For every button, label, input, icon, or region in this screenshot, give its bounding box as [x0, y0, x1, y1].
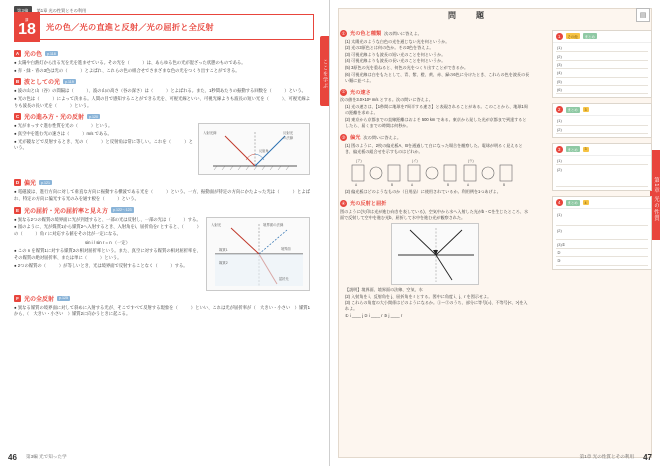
question-number: ② — [341, 89, 346, 95]
svg-text:(ウ): (ウ) — [468, 158, 474, 163]
section-f — [14, 294, 310, 318]
question-2-head — [340, 89, 530, 96]
svg-text:境界面: 境界面 — [281, 246, 291, 251]
answer-row[interactable]: (1) — [556, 117, 648, 125]
section-title: 光の屈折・光の屈折率と見え方 — [24, 208, 109, 215]
question-sub: 次の問いに答えよ。 — [384, 30, 422, 36]
question-sub: 図のように(矢印は光が進む向きを表している)、空気中から水へ入射した光がb・Cを生じたところ、水面で反射して空中を進む光b、屈折して水中を進む光が観察された。 — [340, 208, 529, 220]
svg-text:A: A — [355, 182, 358, 187]
page-ref: p.125 — [59, 296, 69, 301]
question-line: (2) 光の3原色とは何の色か。その3色を答えよ。 — [345, 45, 434, 51]
answer-row[interactable]: (4) — [556, 69, 648, 77]
svg-text:B: B — [503, 182, 506, 187]
answer-row[interactable]: (2) — [556, 126, 648, 134]
question-line: (1) 光の速さは、【1秒間に地球を7周半する速さ】と表現されることがある。このことから、地球1周の距離を求めよ。 — [345, 104, 528, 116]
answer-rows — [553, 156, 651, 191]
answer-row[interactable]: (2) — [556, 226, 648, 240]
chip-summary: まとめ — [567, 147, 578, 152]
page-title: 光の色／光の直進と反射／光の屈折と全反射 — [46, 23, 214, 32]
answer-card-2-head — [553, 104, 651, 116]
section-b-head — [14, 77, 310, 86]
lesson-number: 18 — [18, 20, 36, 38]
question-title: 光の反射と屈折 — [350, 201, 387, 208]
right-page-number: 47 — [643, 453, 652, 462]
page-ref: p.121 — [41, 180, 51, 185]
question-line: (1) 図のように、2枚の偏光板A、Bを通過して白になった場合を観察した。電球が明るく見えるとき、偏光板の組合せを示すものはどれか。 — [345, 142, 523, 154]
left-content — [14, 46, 310, 320]
right-page — [330, 0, 660, 466]
chip-summary: まとめ — [567, 201, 578, 206]
section-a — [14, 49, 310, 74]
reflection-diagram — [199, 124, 311, 176]
paragraph: ● 異なる2つの媒質の境界面に光が到達すると、一部の光は反射し、一部の光は（ ）する。 — [14, 216, 201, 222]
paragraph: ● 真空中を進む光の速さは（ ）m/s である。 — [14, 130, 112, 136]
refraction-figure — [206, 217, 310, 291]
answer-card-1-head — [553, 31, 651, 43]
paragraph: ● 赤・緑・青の3色は光の（ ）とよばれ、これらの色の組合せでさまざまな色の光をつくり出すことができる。 — [14, 67, 240, 73]
section-title: 光の進み方・光の反射 — [24, 115, 85, 122]
answer-card-1 — [552, 30, 652, 98]
svg-text:A: A — [411, 182, 414, 187]
chip-hint: 3 — [584, 147, 587, 152]
reflection-refraction-figure — [391, 223, 479, 285]
question-number: ④ — [341, 200, 346, 206]
question-sub: 次の問いに答えよ。 — [363, 134, 402, 140]
question-line: (3) 可視光線よりも波長の短い光のことを何というか。 — [345, 51, 446, 57]
section-letter: B — [15, 79, 20, 85]
right-footer-text: 第1章 光の性質とその利用 — [579, 454, 634, 459]
answers-column — [552, 30, 652, 275]
svg-text:の法線: の法線 — [283, 136, 294, 141]
answer-rows — [553, 116, 651, 137]
chip-summary: まとめ — [584, 34, 595, 39]
answer-row[interactable]: (3) — [556, 61, 648, 69]
svg-text:反射角: 反射角 — [259, 149, 269, 154]
formula: sin i / sin r = n （一定） — [84, 239, 130, 245]
question-line: (6) 可視光線は白をもたとして、青、紫、橙、黄、赤、緑の6色に分けたとき、これらの色を波長の長い順に並べよ。 — [345, 71, 530, 83]
paragraph: ● 光が鏡などで反射するとき、光の（ ）と反射角は常に等しい。これを（ ）という。 — [14, 138, 193, 151]
answer-row[interactable]: (1) — [556, 157, 648, 165]
section-letter: F — [14, 295, 21, 302]
answer-row[interactable]: (1) — [556, 44, 648, 52]
question-3 — [340, 134, 530, 195]
answer-row[interactable]: (2) — [556, 52, 648, 60]
question-1-head — [340, 30, 530, 37]
question-line: (3) これらの角度の大小関係はどのようになるか。①～③のうち、部分に等号(=)、不等号(<、>)を入れよ。 — [345, 300, 528, 312]
question-3-head — [340, 134, 530, 141]
fig-label-medium1: 媒質1 — [219, 247, 228, 252]
question-line: (2) 入射角を i、反射角を j、屈折角を r とする。図中に角度 i、j、r を図示せよ。 — [345, 293, 492, 299]
chip-hint: 4 — [584, 200, 587, 205]
svg-text:B: B — [447, 182, 450, 187]
answer-rows — [553, 43, 651, 98]
svg-text:(ア): (ア) — [356, 158, 362, 163]
reflection-figure — [198, 123, 310, 175]
answer-row[interactable]: (6) — [556, 86, 648, 94]
answer-card-3-head — [553, 144, 651, 156]
header-chip: 第3編 — [14, 6, 32, 15]
paragraph: ● 光の色は（ ）によって決まる。人間の目で感知することができる光を、可視光線といい、可視光線よりも波長の短い光を（ ）、可視光線よりも波長の長い光を（ ）という。 — [14, 95, 310, 108]
question-1 — [340, 30, 530, 84]
answer-number: 4 — [556, 199, 563, 206]
polarizer-diagram — [346, 157, 516, 187]
page-ref: p.119 — [65, 79, 74, 84]
section-f-head — [14, 294, 310, 303]
svg-text:屈折光: 屈折光 — [279, 276, 289, 281]
question-title: 光の速さ — [350, 89, 371, 96]
reflection-refraction-diagram — [392, 224, 480, 286]
section-b — [14, 77, 310, 109]
questions-column — [340, 30, 530, 324]
question-line: (4) 可視光線よりも波長の長い光のことを何というか。 — [345, 58, 446, 64]
answer-row[interactable]: (1) — [556, 210, 648, 226]
bookmark-icon[interactable]: ▤ — [636, 8, 650, 22]
chip-hint: 3 — [584, 107, 587, 112]
answer-card-3 — [552, 143, 652, 191]
problems-title: 問 題 — [448, 11, 490, 20]
fig-label-reflected: 反射光 — [283, 131, 294, 136]
fig-label-incident: 入射光線 — [203, 131, 217, 136]
paragraph: ● 異なる媒質の境界面に対して斜めに入射する光が、そこですべて反射する現象を（ ）といい、これは光が屈折率が（ 大きい・小さい ）媒質1から、（ 大きい・小さい ）媒質2に向かうときに起こる。 — [14, 304, 310, 317]
paragraph: ● 2つの媒質の（ ）が等しいとき、光は境界面で反射することなく（ ）する。 — [14, 262, 188, 268]
section-letter: D — [15, 180, 20, 186]
paragraph: ● 太陽や白熱灯から出る光を光を進ませている。その光を（ ）は、あらゆる色の光が混ざった状態のものである。 — [14, 60, 246, 65]
answer-row[interactable]: (2) — [556, 165, 648, 187]
question-number: ① — [341, 30, 346, 36]
left-footer-text: 第3編 光で知った学 — [26, 454, 67, 459]
section-e — [14, 206, 310, 291]
right-side-tab: 第1章 光の性質 — [650, 150, 660, 240]
question-sub: 次の値を3.0×10⁸ m/s とする。次の問いに答えよ。 — [340, 97, 433, 103]
answer-row[interactable]: ③ — [556, 257, 648, 265]
answer-card-4-head — [553, 197, 651, 209]
section-title: 波としての光 — [24, 80, 61, 87]
fig-label-medium2: 媒質2 — [219, 260, 228, 265]
paragraph: ● 図のように、光が媒質1から媒質2へ入射するとき、入射角をi、屈折角をr とすると、（ ）の（ ）角 r に対応する値をその比が一定になる。 — [14, 224, 201, 236]
section-letter: E — [15, 207, 20, 213]
section-title: 偏光 — [24, 181, 37, 188]
answer-row[interactable]: ② — [556, 249, 648, 257]
page-ref: p.122～123 — [113, 207, 132, 212]
page-ref: p.118 — [47, 51, 56, 56]
question-line: (5) 3原色の光を重ねると、何色の光をつくり出すことができるか。 — [345, 65, 469, 71]
question-number: ③ — [341, 134, 346, 140]
lesson-number-badge — [14, 12, 40, 42]
question-line: ① i ____ j ② i ____ r ③ j ____ r — [345, 312, 403, 318]
chip-summary: まとめ — [567, 108, 578, 112]
answer-row[interactable]: (3)① — [556, 240, 648, 248]
svg-text:B: B — [391, 182, 394, 187]
chip-hint: その他 — [567, 34, 578, 39]
left-side-tab: ここを学ぶ — [320, 36, 329, 106]
section-c-head — [14, 112, 310, 121]
svg-text:A: A — [467, 182, 470, 187]
section-title: 光の色 — [24, 52, 43, 58]
section-title: 光の全反射 — [24, 296, 55, 303]
paragraph: ● 波の山と山（谷）の間隔は（ ）、波の山の高さ（谷の深さ）は（ ）とよばれる。また、1秒間あたりの振動する回数を（ ）という。 — [14, 88, 306, 94]
answer-number: 3 — [556, 146, 563, 153]
answer-number: 2 — [556, 106, 563, 113]
question-2 — [340, 89, 530, 129]
left-page-number: 46 — [8, 453, 17, 462]
answer-row[interactable]: (5) — [556, 78, 648, 86]
answer-rows — [553, 209, 651, 269]
answer-card-2 — [552, 103, 652, 138]
section-letter: C — [15, 114, 20, 120]
section-letter: A — [15, 51, 20, 56]
section-d-head — [14, 178, 310, 187]
answer-number: 1 — [556, 33, 563, 40]
question-4 — [340, 200, 530, 319]
paragraph: ● 光がまっすぐ進む性質を光の（ ）という。 — [14, 123, 113, 129]
question-line: 【説明】境界面、境界面の法線、空気、水 — [345, 286, 423, 292]
paragraph: ● この n を媒質1に対する媒質2の相対屈折率という。また、真空に対する媒質の相対屈折率を、その媒質の絶対屈折率、または単に（ ）という。 — [14, 248, 201, 260]
question-line: (1) 太陽光のような白色の光を通じない光を何というか。 — [345, 38, 450, 44]
fig-label-incident: 入射光 — [211, 222, 222, 227]
answer-card-4 — [552, 196, 652, 269]
svg-text:(イ): (イ) — [412, 158, 418, 163]
lesson-label: 講 — [25, 17, 29, 22]
section-a-head — [14, 49, 310, 58]
page-ref: p.120 — [89, 114, 99, 119]
refraction-diagram — [207, 218, 311, 292]
section-e-head — [14, 206, 310, 215]
paragraph: ● 電磁波は、進行方向に対して垂直な方向に振動する横波である光を（ ）という。一方、振動面が特定の方向にかたよった光は（ ）とよばれ、特定の方向に偏光する光のみを通す板を（ ）という。 — [14, 189, 310, 201]
question-line: (2) 東京から京都までの直線距離はおよそ 500 km である。東京から発した光が京都まで到達するとしたら、届くまでの時間は何秒か。 — [345, 116, 527, 129]
question-4-head — [340, 200, 530, 207]
section-d — [14, 178, 310, 202]
section-c — [14, 112, 310, 175]
header-text: 第1章 光の性質とその利用 — [36, 7, 87, 13]
question-line: (2) 偏光板はどのようなものか（日用品）に使用されているか。利用例を1つあげよ。 — [345, 188, 501, 194]
fig-label-normal: 境界面の法線 — [263, 222, 284, 227]
polarizer-figure — [346, 157, 530, 187]
question-title: 偏光 — [350, 135, 361, 142]
question-title: 光の色と種類 — [350, 31, 382, 37]
